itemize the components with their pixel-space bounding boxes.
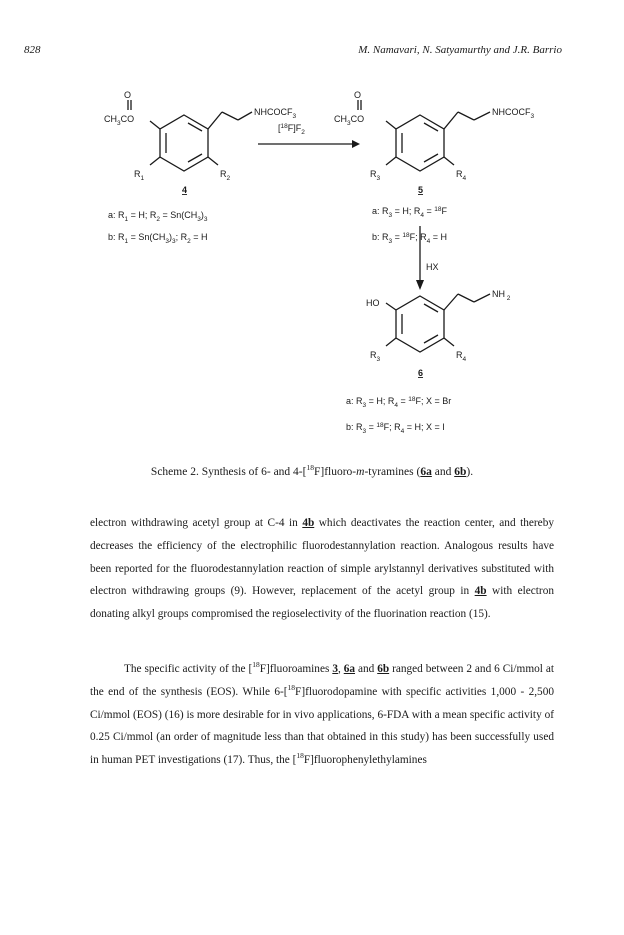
svg-text:CH3CO: $CH_3CO$ [104,114,135,127]
compound-4-structure [128,100,252,171]
svg-text:HO: HO [366,298,380,308]
body-paragraph-1: electron withdrawing acetyl group at C-4 in 4b which deactivates the reaction center, and thereby decreases the efficiency of the electrophilic fluorodestannylation reaction. Analogous results have been reported for the fluorodestannylation reaction of simple arylstannyl derivatives substituted with electron withdrawing groups (9). However, replacement of the acetyl group in 4b with electron donating alkyl groups compromised the regioselectivity of the fluorination reaction (15). [90,517,554,621]
scheme-caption: Scheme 2. Synthesis of 6- and 4-[$^{18}$F]fluoro-m-tyramines (6a and 6b). [150,463,474,478]
svg-text:R2: $R_2$ [220,169,231,182]
svg-text:R4: $R_4$ [456,350,467,363]
body-paragraph-2: The specific activity of the [$^{18}$F]fluoroamines 3, 6a and 6b ranged between 2 and 6 Ci/mmol at the end of the synthesis (EOS). While 6-[$^{18}$F]fluorodopamine with specific activities 1,000 - 2,500 Ci/mmol (EOS) (16) is more desirable for in vivo applications, 6-FDA with a mean specific activity of 0.25 Ci/mmol (an order of magnitude less than that obtained in this study) has been successfully used in human PET investigations (17). Thus, the [$^{18}$F]fluorophenylethylamines [90,660,555,767]
compound-6-structure [386,294,490,352]
svg-text:R4: $R_4$ [456,169,467,182]
running-head: M. Namavari, N. Satyamurthy and J.R. Barrio [358,44,562,56]
reaction-scheme [0,0,624,460]
svg-text:HX: HX [426,262,439,272]
compound-5a-definition: a: $R_3 = H$; $R_4 = ^{18}F$ [372,206,448,219]
svg-text:R1: $R_1$ [134,169,145,182]
compound-4-label: 4 [182,185,188,195]
svg-text:CH3CO: $CH_3CO$ [334,114,365,127]
compound-5-structure [358,100,490,171]
svg-text:NH 2: NH $_2$ [492,289,511,302]
compound-6a-definition: a: $R_3 = H$; $R_4 = ^{18}F$; X = Br [346,396,452,409]
compound-6-label: 6 [418,368,424,378]
svg-text:NHCOCF3: $NHCOCF_3$ [492,107,535,120]
compound-6b-definition: b: $R_3 = ^{18}F$; $R_4 = H$; X = I [346,422,445,435]
svg-text:O: O [354,90,362,100]
compound-4b-definition: b: $R_1 = Sn(CH_3)_3$; $R_2 = H$ [108,232,208,245]
page-number: 828 [24,44,41,56]
svg-text:O: O [124,90,132,100]
compound-4a-definition: a: $R_1 = H$; $R_2 = Sn(CH_3)_3$ [108,210,208,223]
svg-text:NHCOCF3: $NHCOCF_3$ [254,107,297,120]
svg-text:[18F]F2: $[^{18}F]F_2$ [278,123,305,136]
compound-5-label: 5 [418,185,424,195]
compound-5b-definition: b: $R_3 = ^{18}F$; $R_4 = H$ [372,232,448,245]
svg-text:R3: $R_3$ [370,350,381,363]
svg-text:R3: $R_3$ [370,169,381,182]
